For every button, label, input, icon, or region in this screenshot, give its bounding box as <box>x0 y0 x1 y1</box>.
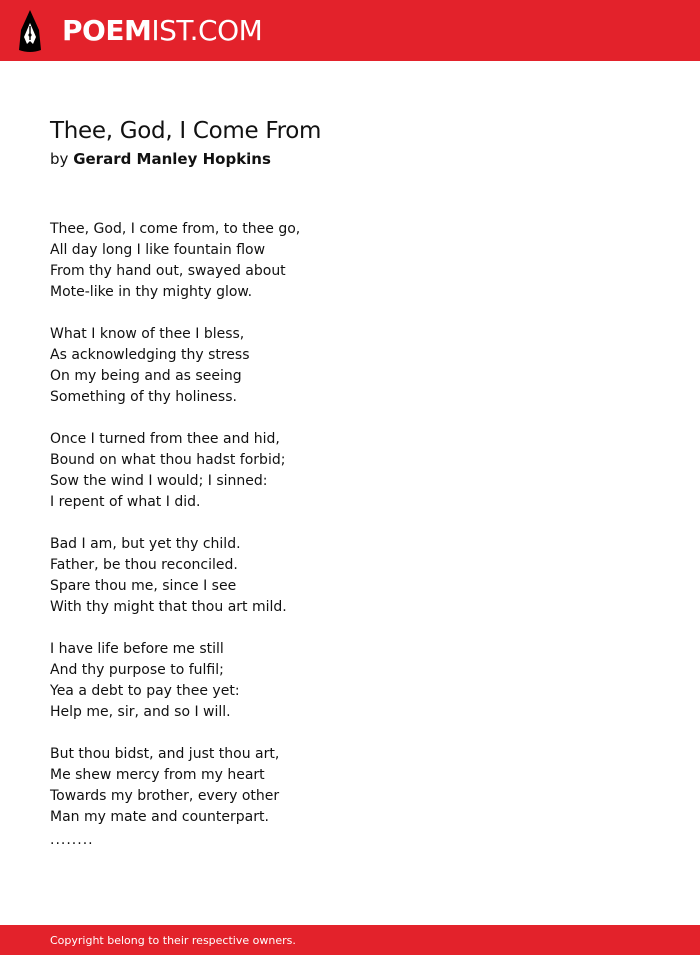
poem-line: Yea a debt to pay thee yet: <box>50 683 240 699</box>
poem-line: Once I turned from thee and hid, <box>50 431 280 447</box>
poem-title: Thee, God, I Come From <box>50 118 322 144</box>
poem-line: Something of thy holiness. <box>50 389 237 405</box>
poem-line: Bound on what thou hadst forbid; <box>50 452 286 468</box>
poem-ellipsis: ........ <box>50 832 94 848</box>
poem-byline <box>50 149 271 169</box>
poem-line: From thy hand out, swayed about <box>50 263 286 279</box>
by-label: by <box>50 150 69 168</box>
pen-nib-icon <box>17 10 43 52</box>
poem-line: And thy purpose to fulfil; <box>50 662 224 678</box>
stanza <box>50 429 650 513</box>
author-name: Gerard Manley Hopkins <box>73 150 271 168</box>
poem-line: Father, be thou reconciled. <box>50 557 238 573</box>
stanza <box>50 744 650 828</box>
stanza <box>50 324 650 408</box>
poem-line: What I know of thee I bless, <box>50 326 245 342</box>
poem-line: Thee, God, I come from, to thee go, <box>50 221 301 237</box>
poem-line: But thou bidst, and just thou art, <box>50 746 280 762</box>
poem-body <box>50 219 650 847</box>
poem-line: Spare thou me, since I see <box>50 578 237 594</box>
poem-line: As acknowledging thy stress <box>50 347 250 363</box>
poem-line: Bad I am, but yet thy child. <box>50 536 241 552</box>
poem-line: On my being and as seeing <box>50 368 242 384</box>
poem-line: With thy might that thou art mild. <box>50 599 287 615</box>
brand-bold-part: POEM <box>62 14 152 47</box>
stanza <box>50 219 650 303</box>
poem-line: Mote-like in thy mighty glow. <box>50 284 253 300</box>
poem-line: Sow the wind I would; I sinned: <box>50 473 268 489</box>
brand-wordmark <box>62 15 262 47</box>
stanza <box>50 534 650 618</box>
poem-line: Towards my brother, every other <box>50 788 280 804</box>
poem-line: Me shew mercy from my heart <box>50 767 265 783</box>
poem-line: All day long I like fountain flow <box>50 242 266 258</box>
poem-line: Help me, sir, and so I will. <box>50 704 231 720</box>
poem-line: Man my mate and counterpart. <box>50 809 269 825</box>
site-footer <box>0 925 700 955</box>
poem-line: I repent of what I did. <box>50 494 201 510</box>
copyright-notice: Copyright belong to their respective owners. <box>50 934 296 947</box>
stanza <box>50 639 650 723</box>
site-header <box>0 0 700 61</box>
brand-light-part: IST.COM <box>151 14 263 47</box>
poem-line: I have life before me still <box>50 641 224 657</box>
